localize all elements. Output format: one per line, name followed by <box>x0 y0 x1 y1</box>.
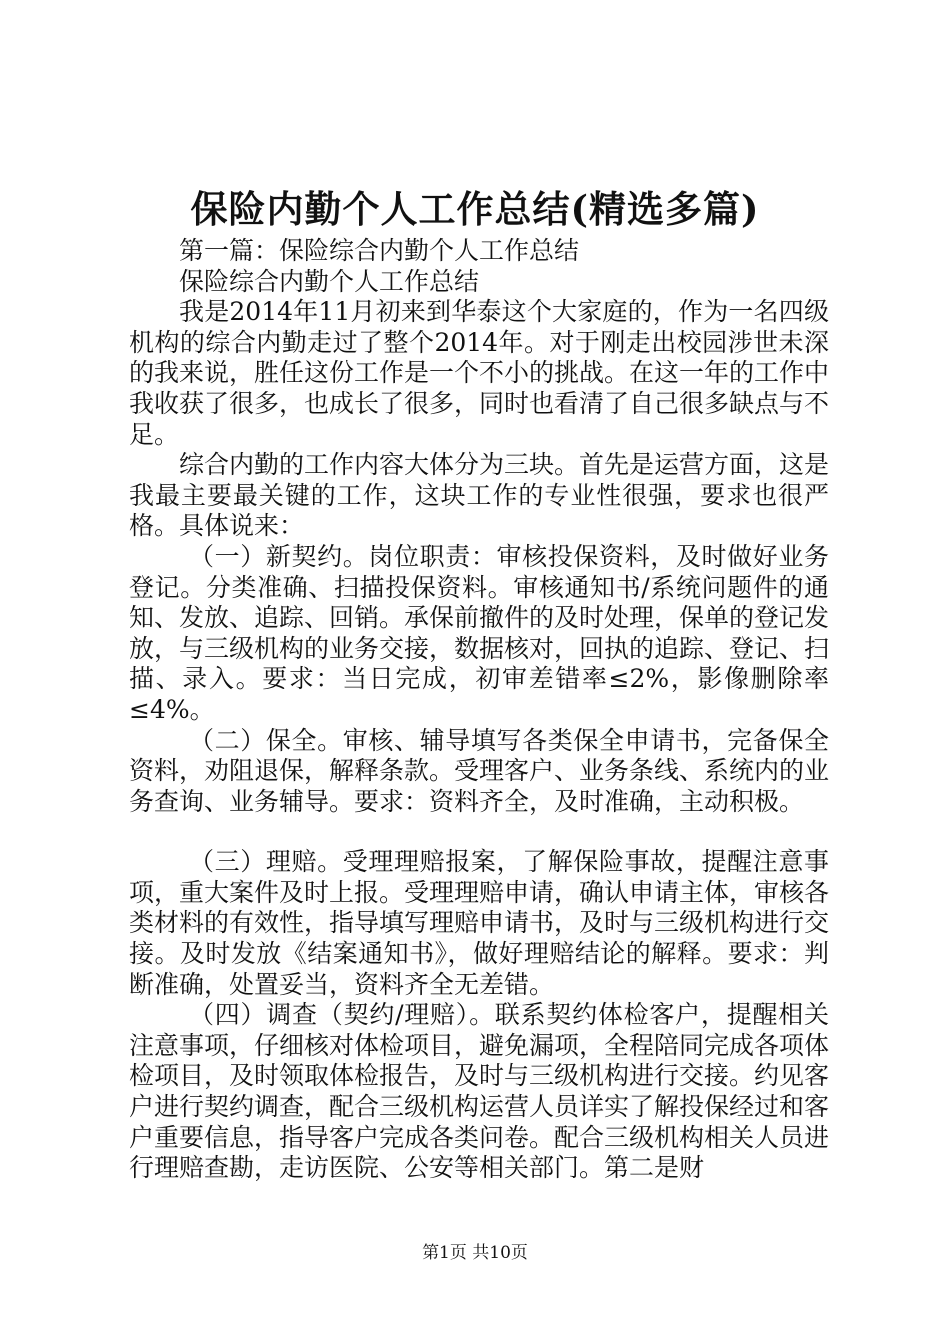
body-paragraph: 综合内勤的工作内容大体分为三块。首先是运营方面，这是我最主要最关键的工作，这块工作的专业性很强，要求也很严格。具体说来： <box>129 450 830 541</box>
page-number: 第1页 共10页 <box>422 1243 528 1263</box>
body-paragraph: （一）新契约。岗位职责：审核投保资料，及时做好业务登记。分类准确、扫描投保资料。审核通知书/系统问题件的通知、发放、追踪、回销。承保前撤件的及时处理，保单的登记发放，与三级机构的业务交接，数据核对，回执的追踪、登记、扫描、录入。要求：当日完成，初审差错率≤2%，影像删除率≤4%。 <box>129 541 830 724</box>
body-paragraph: （四）调查（契约/理赔）。联系契约体检客户，提醒相关注意事项，仔细核对体检项目，避免漏项，全程陪同完成各项体检项目，及时领取体检报告，及时与三级机构进行交接。约见客户进行契约调查，配合三级机构运营人员详实了解投保经过和客户重要信息，指导客户完成各类问卷。配合三级机构相关人员进行理赔查勘，走访医院、公安等相关部门。第二是财 <box>129 1000 830 1183</box>
body-paragraph: （二）保全。审核、辅导填写各类保全申请书，完备保全资料，劝阻退保，解释条款。受理客户、业务条线、系统内的业务查询、业务辅导。要求：资料齐全，及时准确，主动积极。 <box>129 725 830 816</box>
body-paragraph: （三）理赔。受理理赔报案，了解保险事故，提醒注意事项，重大案件及时上报。受理理赔申请，确认申请主体，审核各类材料的有效性，指导填写理赔申请书，及时与三级机构进行交接。及时发放《结案通知书》，做好理赔结论的解释。要求：判断准确，处置妥当，资料齐全无差错。 <box>129 847 830 999</box>
article-heading: 保险综合内勤个人工作总结 <box>179 266 480 296</box>
body-paragraph: 我是2014年11月初来到华泰这个大家庭的，作为一名四级机构的综合内勤走过了整个2014年。对于刚走出校园涉世未深的我来说，胜任这份工作是一个不小的挑战。在这一年的工作中我收获了很多，也成长了很多，同时也看清了自己很多缺点与不足。 <box>129 297 830 449</box>
document-title: 保险内勤个人工作总结(精选多篇) <box>190 187 760 231</box>
section-heading: 第一篇：保险综合内勤个人工作总结 <box>179 236 580 265</box>
document-body <box>129 236 829 1184</box>
